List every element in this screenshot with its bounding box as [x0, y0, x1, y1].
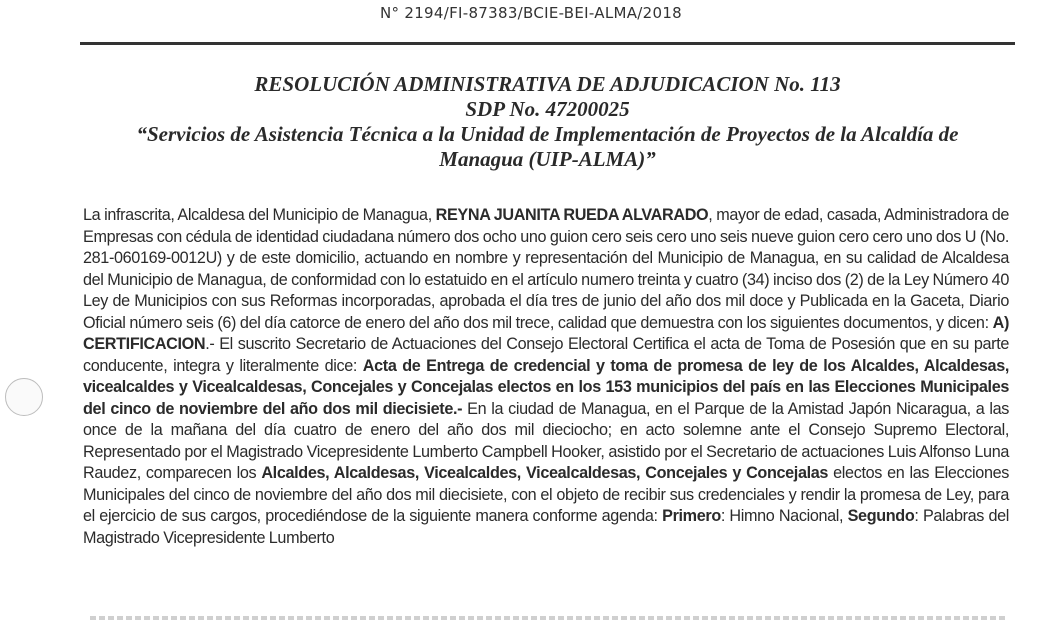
agenda-second-label: Segundo — [847, 507, 915, 525]
certification-heading: A) CERTIFICACION — [83, 313, 1009, 353]
sdp-number: SDP No. 47200025 — [465, 97, 630, 121]
service-title-line-1: “Servicios de Asistencia Técnica a la Unidad de Implementación de Proyectos de la Alcaldía de — [136, 122, 959, 146]
body-text-segment: , mayor de edad, casada, Administradora de Empresas con cédula de identidad ciudadana número dos ocho uno guion cero seis cero uno seis nueve guion cero cero uno dos U (No. 281-060169-0012U) y de este domicilio, actuando en nombre y representación del Municipio de Managua, en su calidad de Alcaldesa del Municipio de Managua, de conformidad con lo estatuido en el artículo numero treinta y cuatro (34) inciso dos (2) de la Ley Número 40 Ley de Municipios con sus Reformas incorporadas, aprobada el día tres de junio del año dos mil doce y Publicada en la Gaceta, Diario Oficial número seis (6) del día catorce de enero del año dos mil trece, calidad que demuestra con los siguientes documentos, y dicen: — [83, 206, 1009, 332]
agenda-first-label: Primero — [662, 507, 721, 525]
body-text-segment: La infrascrita, Alcaldesa del Municipio de Managua, — [83, 206, 436, 224]
clipped-next-line — [90, 616, 1005, 620]
officials-list: Alcaldes, Alcaldesas, Vicealcaldes, Vicealcaldesas, Concejales y Concejalas — [261, 464, 829, 482]
body-text-segment: : Himno Nacional, — [720, 507, 848, 525]
body-text-segment: electos en las Elecciones Municipales del cinco de noviembre del año dos mil diecisiete, con el objeto de recibir sus credenciales y rendir la promesa de Ley, para el ejercicio de sus cargos, procediéndose de la siguiente manera conforme agenda: — [83, 464, 1009, 525]
header-divider — [80, 42, 1015, 45]
punch-hole-mark — [5, 378, 43, 416]
service-title-line-2: Managua (UIP-ALMA)” — [439, 147, 656, 171]
document-reference-number: N° 2194/FI-87383/BCIE-BEI-ALMA/2018 — [379, 4, 683, 22]
mayor-name: REYNA JUANITA RUEDA ALVARADO — [435, 206, 709, 224]
resolution-title: RESOLUCIÓN ADMINISTRATIVA DE ADJUDICACION No. 113 — [254, 72, 841, 96]
body-text-segment: .- El suscrito Secretario de Actuaciones del Consejo Electoral Certifica el acta de Toma de Posesión que en su parte conducente, integra y literalmente dice: — [83, 335, 1009, 375]
body-text-segment: En la ciudad de Managua, en el Parque de la Amistad Japón Nicaragua, a las once de la mañana del día cuatro de enero del año dos mil dieciocho; en acto solemne ante el Consejo Supremo Electoral, Representado por el Magistrado Vicepresidente Lumberto Campbell Hooker, asistido por el Secretario de actuaciones Luis Alfonso Luna Raudez, comparecen los — [83, 399, 1009, 482]
act-title: Acta de Entrega de credencial y toma de promesa de ley de los Alcaldes, Alcaldesas, vicealcaldes y Vicealcaldesas, Concejales y Concejalas electos en los 153 municipios del país en las Elecciones Municipales del cinco de noviembre del año dos mil diecisiete.- — [83, 356, 1009, 418]
body-text-segment: : Palabras del Magistrado Vicepresidente Lumberto — [83, 507, 1009, 547]
resolution-heading — [80, 72, 1015, 172]
resolution-body-paragraph — [83, 205, 1009, 549]
